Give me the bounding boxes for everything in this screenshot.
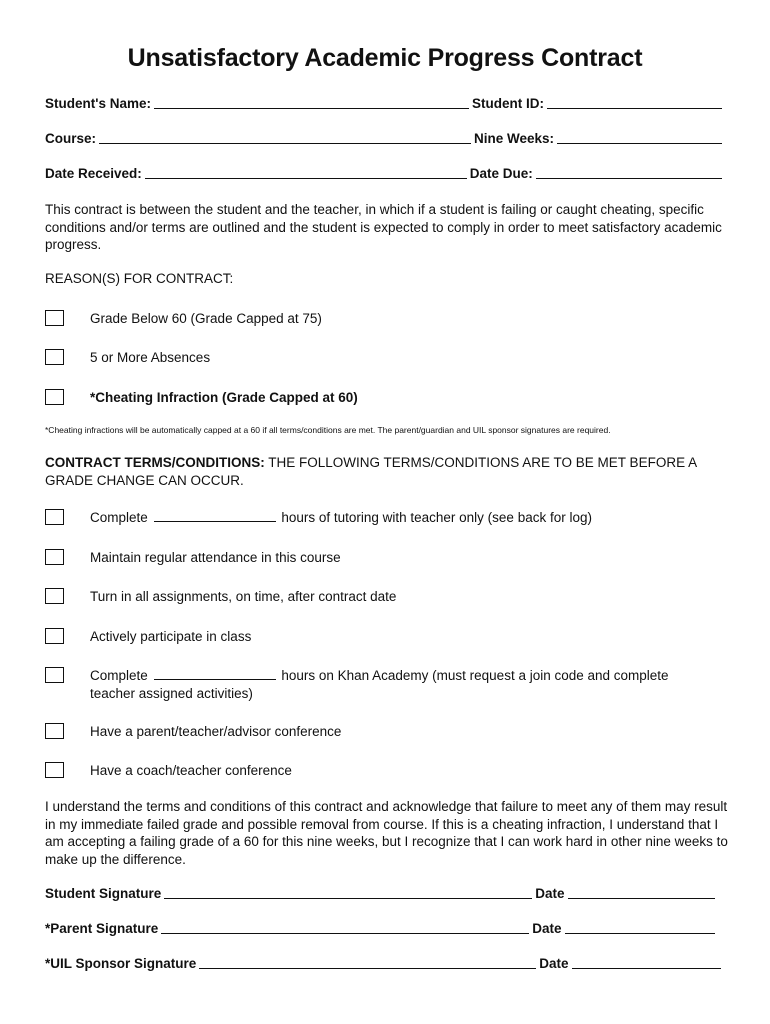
intro-paragraph: This contract is between the student and the teacher, in which if a student is failing or caught cheating, specific conditions and/or terms are outlined and the student is expected to comply in order to meet satisfactory academic progress.: [45, 202, 722, 252]
page-title: Unsatisfactory Academic Progress Contract: [127, 44, 643, 72]
parent-signature-label: *Parent Signature: [45, 921, 159, 936]
student-signature-row: [45, 886, 725, 901]
term-label: Have a coach/teacher conference: [90, 763, 292, 778]
terms-heading-rest: THE FOLLOWING TERMS/CONDITIONS ARE TO BE MET BEFORE A GRADE CHANGE CAN OCCUR.: [45, 455, 697, 488]
reason-absences-checkbox[interactable]: [45, 349, 64, 365]
date-received-label: Date Received:: [45, 166, 142, 181]
student-name-row: [45, 96, 725, 111]
student-name-field[interactable]: [154, 96, 469, 109]
term-label: Actively participate in class: [90, 629, 252, 644]
term-assignments: [45, 588, 730, 606]
term-tutoring-post: hours of tutoring with teacher only (see back for log): [281, 510, 592, 525]
student-name-label: Student's Name:: [45, 96, 151, 111]
uil-signature-row: [45, 956, 725, 971]
date-label: Date: [535, 886, 565, 901]
student-date-field[interactable]: [568, 886, 715, 899]
reason-grade-below-60-checkbox[interactable]: [45, 310, 64, 326]
term-parent-conference: [45, 723, 730, 741]
reason-grade-below-60: [45, 310, 730, 328]
term-attendance: [45, 549, 730, 567]
reasons-heading: REASON(S) FOR CONTRACT:: [45, 271, 234, 286]
parent-signature-row: [45, 921, 725, 936]
term-tutoring-checkbox[interactable]: [45, 509, 64, 525]
parent-signature-field[interactable]: [161, 921, 529, 934]
student-signature-field[interactable]: [164, 886, 532, 899]
term-participate: [45, 628, 730, 646]
reason-absences: [45, 349, 730, 367]
uil-signature-label: *UIL Sponsor Signature: [45, 956, 197, 971]
term-parent-conference-checkbox[interactable]: [45, 723, 64, 739]
date-received-field[interactable]: [145, 166, 467, 179]
term-tutoring-pre: Complete: [90, 510, 148, 525]
term-khan-pre: Complete: [90, 668, 148, 683]
parent-date-field[interactable]: [565, 921, 715, 934]
term-coach-conference: [45, 762, 730, 780]
date-due-field[interactable]: [536, 166, 722, 179]
course-field[interactable]: [99, 131, 471, 144]
uil-signature-field[interactable]: [199, 956, 536, 969]
student-id-field[interactable]: [547, 96, 722, 109]
reason-cheating-checkbox[interactable]: [45, 389, 64, 405]
date-label: Date: [532, 921, 562, 936]
reason-label: *Cheating Infraction (Grade Capped at 60): [90, 390, 358, 405]
tutoring-hours-field[interactable]: [154, 510, 276, 522]
khan-hours-field[interactable]: [154, 668, 276, 680]
nine-weeks-label: Nine Weeks:: [474, 131, 555, 146]
term-label: Turn in all assignments, on time, after contract date: [90, 589, 397, 604]
course-label: Course:: [45, 131, 97, 146]
student-signature-label: Student Signature: [45, 886, 162, 901]
date-received-row: [45, 166, 725, 181]
term-assignments-checkbox[interactable]: [45, 588, 64, 604]
reason-cheating: [45, 389, 730, 407]
uil-date-field[interactable]: [572, 956, 721, 969]
course-row: [45, 131, 725, 146]
date-label: Date: [539, 956, 569, 971]
acknowledgement-paragraph: I understand the terms and conditions of this contract and acknowledge that failure to meet any of them may result in my immediate failed grade and possible removal from course. If this is a cheating infraction, I understand that I am accepting a failing grade of a 60 for this nine weeks, but I recognize that I can work hard in other nine weeks to make up the difference.: [45, 799, 728, 867]
term-label: Maintain regular attendance in this course: [90, 550, 341, 565]
term-khan-checkbox[interactable]: [45, 667, 64, 683]
nine-weeks-field[interactable]: [557, 131, 722, 144]
term-coach-conference-checkbox[interactable]: [45, 762, 64, 778]
date-due-label: Date Due:: [469, 166, 533, 181]
term-participate-checkbox[interactable]: [45, 628, 64, 644]
reason-label: 5 or More Absences: [90, 350, 211, 365]
terms-heading-bold: CONTRACT TERMS/CONDITIONS:: [45, 455, 265, 470]
term-attendance-checkbox[interactable]: [45, 549, 64, 565]
term-tutoring: [45, 509, 730, 527]
term-khan: [45, 667, 730, 702]
term-label: Have a parent/teacher/advisor conference: [90, 724, 342, 739]
terms-heading: [45, 454, 730, 489]
student-id-label: Student ID:: [471, 96, 544, 111]
term-khan-post: hours on Khan Academy (must request a join code and complete teacher assigned activities): [90, 668, 669, 701]
reason-label: Grade Below 60 (Grade Capped at 75): [90, 311, 322, 326]
cheating-note: *Cheating infractions will be automatically capped at a 60 if all terms/conditions are met. The parent/guardian and UIL sponsor signatures are required.: [45, 425, 611, 435]
